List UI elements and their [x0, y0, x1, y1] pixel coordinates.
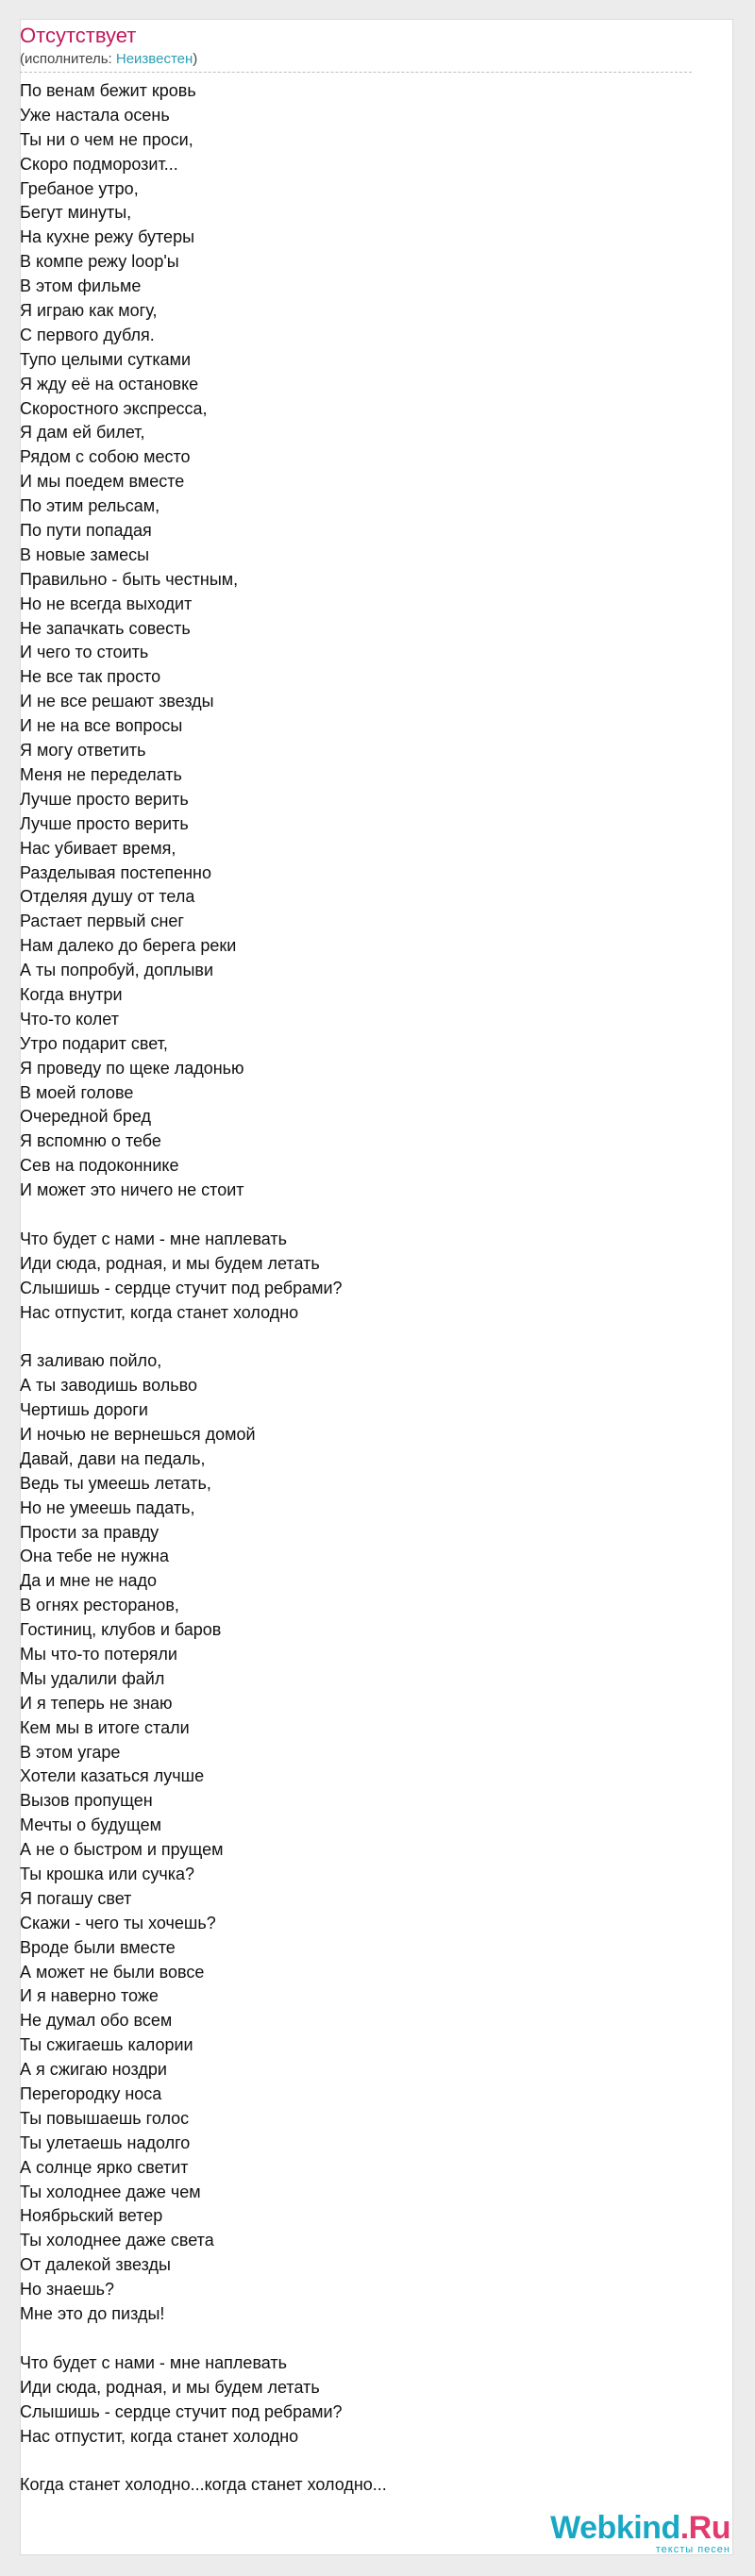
- song-title: Отсутствует: [20, 24, 137, 47]
- lyric-line: Тупо целыми сутками: [20, 349, 192, 369]
- lyric-line: Нас отпустит, когда станет холодно: [20, 1302, 299, 1322]
- lyric-line: Прости за правду: [20, 1522, 159, 1542]
- lyric-line: А ты заводишь вольво: [20, 1376, 198, 1396]
- lyric-line: Не все так просто: [20, 667, 161, 687]
- lyric-line: Нас убивает время,: [20, 838, 176, 858]
- lyric-line: В новые замесы: [20, 544, 150, 564]
- lyric-line: Вроде были вместе: [20, 1937, 176, 1957]
- lyric-line: Правильно - быть честным,: [20, 569, 239, 589]
- lyric-line: Растает первый снег: [20, 912, 184, 931]
- artist-suffix: ): [193, 51, 198, 67]
- lyric-line: Ты холоднее даже света: [20, 2231, 214, 2250]
- lyric-line: Чертишь дороги: [20, 1400, 148, 1420]
- lyric-line: Лучше просто верить: [20, 789, 189, 809]
- lyric-line: Я жду её на остановке: [20, 374, 199, 393]
- lyric-line: Гостиниц, клубов и баров: [20, 1620, 222, 1640]
- lyric-line: Я проведу по щеке ладонью: [20, 1058, 244, 1078]
- lyric-line: А не о быстром и прущем: [20, 1840, 224, 1860]
- lyric-line: Гребаное утро,: [20, 178, 139, 198]
- lyric-line: Меня не переделать: [20, 764, 182, 784]
- lyric-line: Вызов пропущен: [20, 1791, 153, 1811]
- lyric-line: Когда внутри: [20, 984, 123, 1004]
- lyric-line: Ты повышаешь голос: [20, 2108, 190, 2128]
- lyric-line: В этом угаре: [20, 1742, 121, 1762]
- lyric-line: Не запачкать совесть: [20, 618, 191, 638]
- logo-tld-text: .Ru: [680, 2510, 730, 2546]
- lyric-line: Я играю как могу,: [20, 301, 158, 321]
- lyric-line: Сев на подоконнике: [20, 1156, 179, 1176]
- logo-tagline: тексты песен: [655, 2544, 730, 2555]
- lyric-line: От далекой звезды: [20, 2255, 171, 2275]
- lyric-line: Ты ни о чем не проси,: [20, 129, 193, 149]
- lyric-line: Но не всегда выходит: [20, 594, 193, 613]
- lyric-line: Слышишь - сердце стучит под ребрами?: [20, 2401, 343, 2421]
- lyric-line: И не все решают звезды: [20, 692, 214, 711]
- lyric-line: И может это ничего не стоит: [20, 1180, 244, 1200]
- logo-main-text: Webkind: [550, 2510, 680, 2546]
- lyric-line: Уже настала осень: [20, 105, 170, 125]
- lyric-line: Иди сюда, родная, и мы будем летать: [20, 2377, 320, 2397]
- logo-wordmark: [550, 2510, 730, 2546]
- lyric-line: Скоростного экспресса,: [20, 398, 208, 418]
- lyric-line: Иди сюда, родная, и мы будем летать: [20, 1253, 320, 1273]
- lyric-line: Давай, дави на педаль,: [20, 1448, 206, 1468]
- lyric-line: И ночью не вернешься домой: [20, 1424, 256, 1444]
- artist-prefix: (исполнитель:: [20, 51, 116, 67]
- lyric-line: В огнях ресторанов,: [20, 1596, 179, 1615]
- lyric-line: И я теперь не знаю: [20, 1693, 173, 1713]
- lyric-line: Что будет с нами - мне наплевать: [20, 1229, 288, 1248]
- lyric-line: На кухне режу бутеры: [20, 227, 195, 247]
- title-divider: [20, 72, 692, 73]
- lyric-line: Но знаешь?: [20, 2280, 115, 2300]
- lyric-blank-line: [20, 2327, 692, 2351]
- lyric-line: Что-то колет: [20, 1009, 119, 1029]
- lyric-line: Я дам ей билет,: [20, 423, 145, 443]
- lyric-line: В моей голове: [20, 1082, 134, 1102]
- lyric-line: Ведь ты умеешь летать,: [20, 1473, 211, 1493]
- lyric-line: Ты крошка или сучка?: [20, 1865, 195, 1884]
- lyric-line: По этим рельсам,: [20, 496, 160, 516]
- artist-line: [20, 50, 197, 69]
- lyric-line: Я могу ответить: [20, 741, 146, 761]
- lyric-line: Бегут минуты,: [20, 203, 132, 223]
- lyric-line: Рядом с собою место: [20, 447, 191, 467]
- lyric-line: Отделяя душу от тела: [20, 887, 195, 907]
- lyric-line: Лучше просто верить: [20, 813, 189, 833]
- lyric-line: Не думал обо всем: [20, 2011, 173, 2031]
- lyric-line: По венам бежит кровь: [20, 81, 196, 100]
- lyric-line: Да и мне не надо: [20, 1571, 158, 1591]
- lyric-line: Нам далеко до берега реки: [20, 936, 237, 956]
- lyric-line: И чего то стоить: [20, 643, 149, 662]
- lyric-line: Мечты о будущем: [20, 1815, 161, 1835]
- lyric-line: Мы удалили файл: [20, 1668, 165, 1688]
- lyric-line: Она тебе не нужна: [20, 1547, 170, 1566]
- lyric-line: С первого дубля.: [20, 325, 155, 344]
- lyric-line: Я вспомню о тебе: [20, 1131, 161, 1151]
- lyric-blank-line: [20, 1203, 692, 1228]
- lyric-line: А может не были вовсе: [20, 1962, 205, 1982]
- lyric-line: Нас отпустит, когда станет холодно: [20, 2426, 299, 2446]
- lyric-line: Мне это до пизды!: [20, 2304, 165, 2324]
- lyric-line: Скоро подморозит...: [20, 154, 178, 174]
- lyric-line: Ты холоднее даже чем: [20, 2182, 201, 2201]
- lyric-line: И мы поедем вместе: [20, 472, 185, 492]
- lyric-line: В этом фильме: [20, 276, 142, 296]
- artist-link[interactable]: Неизвестен: [115, 51, 193, 67]
- lyric-line: А солнце ярко светит: [20, 2157, 189, 2177]
- lyric-line: Ты сжигаешь калории: [20, 2035, 193, 2055]
- lyric-line: И я наверно тоже: [20, 1986, 159, 2006]
- lyric-line: Ты улетаешь надолго: [20, 2133, 191, 2152]
- lyrics-text: [20, 79, 692, 2498]
- lyric-line: Но не умеешь падать,: [20, 1497, 195, 1517]
- lyric-line: Я заливаю пойло,: [20, 1351, 162, 1371]
- lyric-line: По пути попадая: [20, 521, 152, 541]
- lyric-line: Слышишь - сердце стучит под ребрами?: [20, 1278, 343, 1297]
- lyric-line: Скажи - чего ты хочешь?: [20, 1913, 216, 1932]
- lyric-line: Кем мы в итоге стали: [20, 1717, 190, 1737]
- lyric-line: Утро подарит свет,: [20, 1033, 168, 1053]
- site-logo[interactable]: [550, 2512, 730, 2555]
- lyric-line: Очередной бред: [20, 1107, 151, 1127]
- lyric-line: А ты попробуй, доплыви: [20, 961, 214, 980]
- lyric-line: А я сжигаю ноздри: [20, 2060, 167, 2080]
- lyric-blank-line: [20, 2449, 692, 2473]
- lyric-line: Когда станет холодно...когда станет холодно...: [20, 2475, 387, 2495]
- lyric-line: Разделывая постепенно: [20, 862, 212, 882]
- lyric-line: Перегородку носа: [20, 2084, 162, 2104]
- lyric-blank-line: [20, 1325, 692, 1349]
- lyric-line: Хотели казаться лучше: [20, 1766, 205, 1786]
- lyric-line: И не на все вопросы: [20, 716, 183, 736]
- lyric-line: Ноябрьский ветер: [20, 2206, 163, 2226]
- lyric-line: Я погашу свет: [20, 1888, 132, 1908]
- lyric-line: Мы что-то потеряли: [20, 1645, 177, 1664]
- lyric-line: Что будет с нами - мне наплевать: [20, 2352, 288, 2372]
- lyric-line: В компе режу loop'ы: [20, 252, 179, 272]
